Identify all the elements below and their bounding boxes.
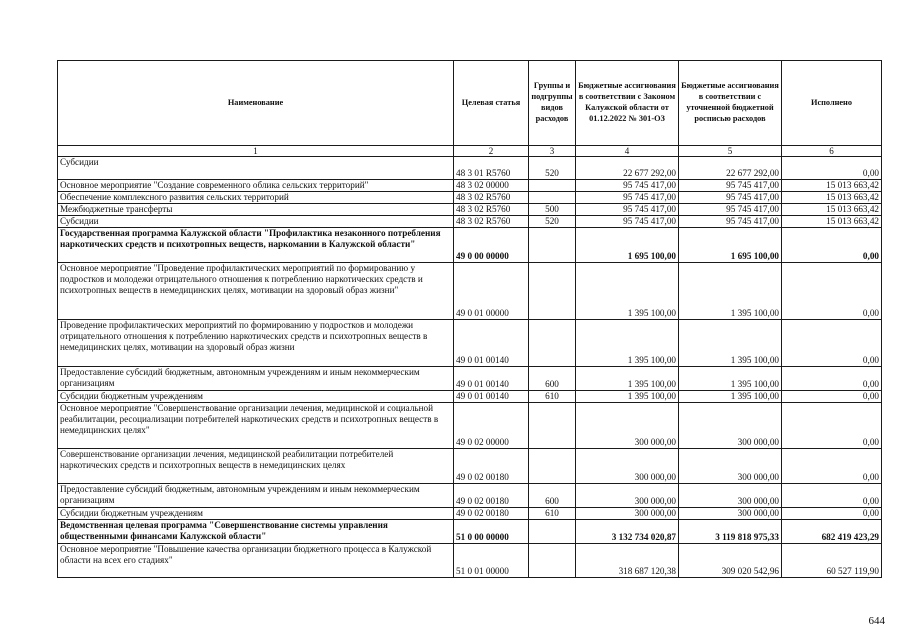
row-expense-group-cell: [529, 403, 576, 449]
header-target-article: Целевая статья: [454, 61, 529, 146]
row-law-allocation-cell: 95 745 417,00: [576, 216, 679, 228]
row-expense-group-cell: [529, 180, 576, 192]
row-target-article-cell: 49 0 00 00000: [454, 228, 529, 263]
row-law-allocation-cell: 1 395 100,00: [576, 263, 679, 320]
row-target-article-cell: 51 0 01 00000: [454, 544, 529, 578]
table-row: [58, 508, 882, 520]
row-name-cell: Основное мероприятие "Создание современного облика сельских территорий": [58, 180, 454, 192]
row-refined-allocation-cell: 1 395 100,00: [679, 263, 782, 320]
row-executed-cell: 60 527 119,90: [782, 544, 882, 578]
row-refined-allocation-cell: 3 119 818 975,33: [679, 520, 782, 544]
row-target-article-cell: 49 0 01 00000: [454, 263, 529, 320]
row-name-cell: Государственная программа Калужской области "Профилактика незаконного потребления наркотических средств и психотропных веществ, наркомании в Калужской области": [58, 228, 454, 263]
row-name-cell: Субсидии: [58, 216, 454, 228]
row-name-cell: Совершенствование организации лечения, медицинской реабилитации потребителей наркотических средств и психотропных веществ в немедицинских целях: [58, 449, 454, 484]
row-name-cell: Основное мероприятие "Повышение качества организации бюджетного процесса в Калужской области на всех его стадиях": [58, 544, 454, 578]
row-target-article-cell: 48 3 02 R5760: [454, 204, 529, 216]
row-target-article-cell: 48 3 02 R5760: [454, 216, 529, 228]
row-expense-group-cell: [529, 228, 576, 263]
row-expense-group-cell: [529, 520, 576, 544]
row-target-article-cell: 49 0 02 00180: [454, 449, 529, 484]
table-row: [58, 216, 882, 228]
row-executed-cell: 15 013 663,42: [782, 204, 882, 216]
row-refined-allocation-cell: 309 020 542,96: [679, 544, 782, 578]
row-law-allocation-cell: 1 395 100,00: [576, 367, 679, 391]
header-name: Наименование: [58, 61, 454, 146]
header-refined-allocations: Бюджетные ассигнования в соответствии с уточненной бюджетной росписью расходов: [679, 61, 782, 146]
row-target-article-cell: 49 0 02 00000: [454, 403, 529, 449]
row-name-cell: Основное мероприятие "Проведение профилактических мероприятий по формированию у подростков и молодежи отрицательного отношения к потреблению наркотических средств и психотропных веществ в немедицинских целях, мотивации на здоровый образ жизни": [58, 263, 454, 320]
column-number: 2: [454, 146, 529, 157]
row-expense-group-cell: 610: [529, 391, 576, 403]
row-executed-cell: 15 013 663,42: [782, 192, 882, 204]
row-executed-cell: 0,00: [782, 367, 882, 391]
row-law-allocation-cell: 300 000,00: [576, 449, 679, 484]
row-target-article-cell: 49 0 02 00180: [454, 484, 529, 508]
column-number: 6: [782, 146, 882, 157]
row-executed-cell: 0,00: [782, 228, 882, 263]
row-executed-cell: 682 419 423,29: [782, 520, 882, 544]
row-law-allocation-cell: 95 745 417,00: [576, 204, 679, 216]
table-row: [58, 520, 882, 544]
row-refined-allocation-cell: 300 000,00: [679, 449, 782, 484]
row-name-cell: Межбюджетные трансферты: [58, 204, 454, 216]
row-refined-allocation-cell: 300 000,00: [679, 508, 782, 520]
row-executed-cell: 15 013 663,42: [782, 180, 882, 192]
row-expense-group-cell: 600: [529, 484, 576, 508]
row-law-allocation-cell: 3 132 734 020,87: [576, 520, 679, 544]
column-number: 1: [58, 146, 454, 157]
page-number: 644: [868, 615, 885, 627]
row-refined-allocation-cell: 95 745 417,00: [679, 192, 782, 204]
row-executed-cell: 0,00: [782, 391, 882, 403]
row-name-cell: Предоставление субсидий бюджетным, автономным учреждениям и иным некоммерческим организациям: [58, 484, 454, 508]
row-law-allocation-cell: 22 677 292,00: [576, 157, 679, 180]
row-law-allocation-cell: 1 395 100,00: [576, 391, 679, 403]
row-expense-group-cell: [529, 263, 576, 320]
row-refined-allocation-cell: 300 000,00: [679, 403, 782, 449]
row-law-allocation-cell: 1 395 100,00: [576, 320, 679, 367]
row-law-allocation-cell: 300 000,00: [576, 403, 679, 449]
row-expense-group-cell: 500: [529, 204, 576, 216]
row-executed-cell: 0,00: [782, 403, 882, 449]
row-refined-allocation-cell: 1 395 100,00: [679, 367, 782, 391]
table-row: [58, 192, 882, 204]
row-name-cell: Субсидии бюджетным учреждениям: [58, 508, 454, 520]
row-target-article-cell: 49 0 01 00140: [454, 391, 529, 403]
row-law-allocation-cell: 300 000,00: [576, 484, 679, 508]
row-name-cell: Обеспечение комплексного развития сельских территорий: [58, 192, 454, 204]
row-expense-group-cell: [529, 544, 576, 578]
row-target-article-cell: 49 0 01 00140: [454, 320, 529, 367]
row-target-article-cell: 48 3 02 R5760: [454, 192, 529, 204]
row-refined-allocation-cell: 1 395 100,00: [679, 391, 782, 403]
row-executed-cell: 0,00: [782, 449, 882, 484]
column-number: 3: [529, 146, 576, 157]
row-refined-allocation-cell: 1 395 100,00: [679, 320, 782, 367]
table-row: [58, 180, 882, 192]
row-name-cell: Ведомственная целевая программа "Совершенствование системы управления общественными финансами Калужской области": [58, 520, 454, 544]
column-number: 5: [679, 146, 782, 157]
row-law-allocation-cell: 318 687 120,38: [576, 544, 679, 578]
row-name-cell: Основное мероприятие "Совершенствование организации лечения, медицинской и социальной реабилитации, ресоциализации потребителей наркотических средств и психотропных веществ в немедицинских целях": [58, 403, 454, 449]
row-expense-group-cell: 520: [529, 157, 576, 180]
column-numbers-row: [58, 146, 882, 157]
row-executed-cell: 0,00: [782, 508, 882, 520]
row-law-allocation-cell: 95 745 417,00: [576, 180, 679, 192]
row-target-article-cell: 48 3 02 00000: [454, 180, 529, 192]
table-header-row: [58, 61, 882, 146]
header-law-allocations: Бюджетные ассигнования в соответствии с Законом Калужской области от 01.12.2022 № 301-ОЗ: [576, 61, 679, 146]
row-refined-allocation-cell: 95 745 417,00: [679, 180, 782, 192]
header-expense-groups: Группы и подгруппы видов расходов: [529, 61, 576, 146]
row-expense-group-cell: 610: [529, 508, 576, 520]
row-target-article-cell: 48 3 01 R5760: [454, 157, 529, 180]
row-refined-allocation-cell: 95 745 417,00: [679, 216, 782, 228]
row-target-article-cell: 49 0 01 00140: [454, 367, 529, 391]
row-target-article-cell: 49 0 02 00180: [454, 508, 529, 520]
row-executed-cell: 0,00: [782, 263, 882, 320]
row-name-cell: Субсидии бюджетным учреждениям: [58, 391, 454, 403]
row-expense-group-cell: [529, 192, 576, 204]
table-row: [58, 367, 882, 391]
table-row: [58, 204, 882, 216]
table-row: [58, 263, 882, 320]
row-executed-cell: 15 013 663,42: [782, 216, 882, 228]
header-executed: Исполнено: [782, 61, 882, 146]
table-row: [58, 157, 882, 180]
budget-execution-table: [57, 60, 882, 578]
row-refined-allocation-cell: 95 745 417,00: [679, 204, 782, 216]
row-expense-group-cell: [529, 449, 576, 484]
row-executed-cell: 0,00: [782, 157, 882, 180]
row-executed-cell: 0,00: [782, 320, 882, 367]
row-expense-group-cell: 600: [529, 367, 576, 391]
table-row: [58, 484, 882, 508]
row-law-allocation-cell: 95 745 417,00: [576, 192, 679, 204]
row-target-article-cell: 51 0 00 00000: [454, 520, 529, 544]
row-refined-allocation-cell: 22 677 292,00: [679, 157, 782, 180]
table-row: [58, 449, 882, 484]
table-row: [58, 320, 882, 367]
row-expense-group-cell: [529, 320, 576, 367]
row-law-allocation-cell: 1 695 100,00: [576, 228, 679, 263]
row-law-allocation-cell: 300 000,00: [576, 508, 679, 520]
row-refined-allocation-cell: 1 695 100,00: [679, 228, 782, 263]
row-expense-group-cell: 520: [529, 216, 576, 228]
row-name-cell: Предоставление субсидий бюджетным, автономным учреждениям и иным некоммерческим организациям: [58, 367, 454, 391]
row-name-cell: Субсидии: [58, 157, 454, 180]
table-row: [58, 544, 882, 578]
row-executed-cell: 0,00: [782, 484, 882, 508]
row-refined-allocation-cell: 300 000,00: [679, 484, 782, 508]
row-name-cell: Проведение профилактических мероприятий по формированию у подростков и молодежи отрицательного отношения к потреблению наркотических средств и психотропных веществ в немедицинских целях, мотивации на здоровый образ жизни: [58, 320, 454, 367]
table-row: [58, 228, 882, 263]
table-row: [58, 403, 882, 449]
table-row: [58, 391, 882, 403]
column-number: 4: [576, 146, 679, 157]
